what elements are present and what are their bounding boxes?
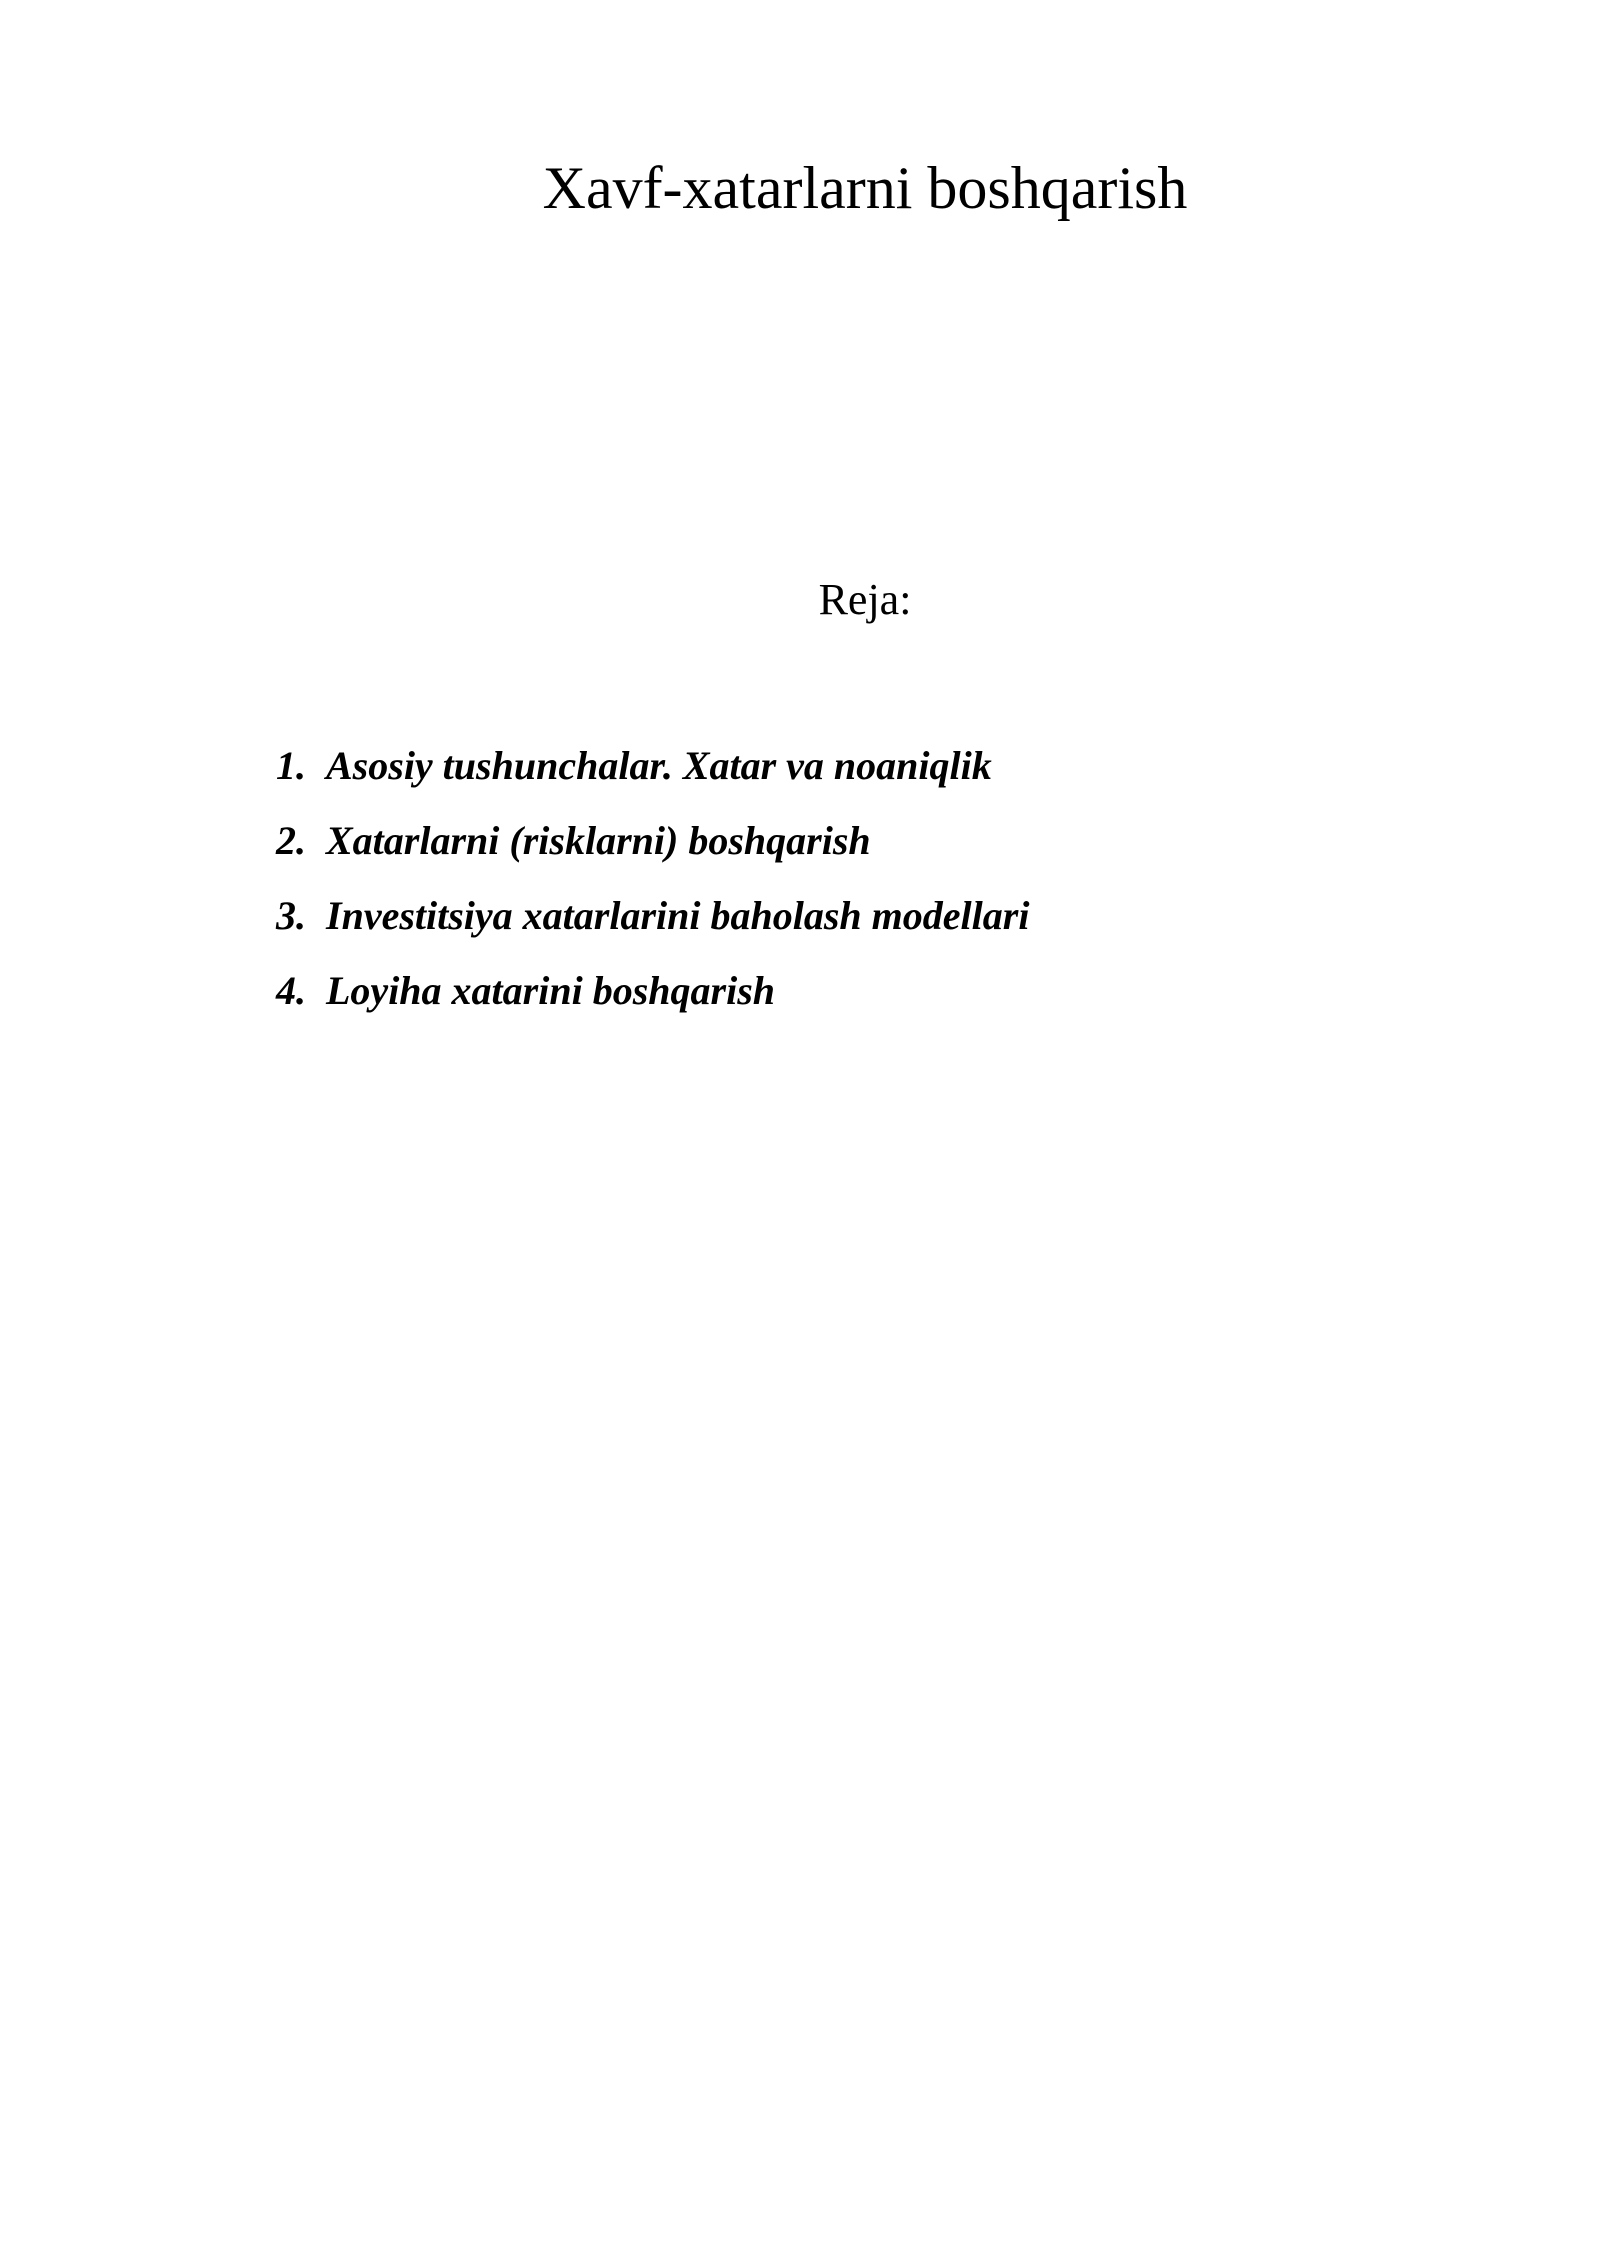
- plan-item-text: Asosiy tushunchalar. Xatar va noaniqlik: [326, 743, 992, 788]
- plan-item-text: Investitsiya xatarlarini baholash modellari: [326, 893, 1030, 938]
- plan-item: [276, 965, 1029, 1040]
- plan-item-number: 4.: [276, 968, 306, 1013]
- plan-item-text: Xatarlarni (risklarni) boshqarish: [326, 818, 871, 863]
- plan-item: [276, 815, 1029, 890]
- plan-heading: Reja:: [818, 575, 912, 624]
- plan-item-number: 2.: [276, 818, 306, 863]
- document-title: Xavf-xatarlarni boshqarish: [542, 155, 1188, 221]
- plan-item-text: Loyiha xatarini boshqarish: [326, 968, 776, 1013]
- plan-item-number: 1.: [276, 743, 306, 788]
- plan-item-number: 3.: [276, 893, 306, 938]
- plan-list: [276, 740, 1029, 1040]
- plan-item: [276, 740, 1029, 815]
- plan-item: [276, 890, 1029, 965]
